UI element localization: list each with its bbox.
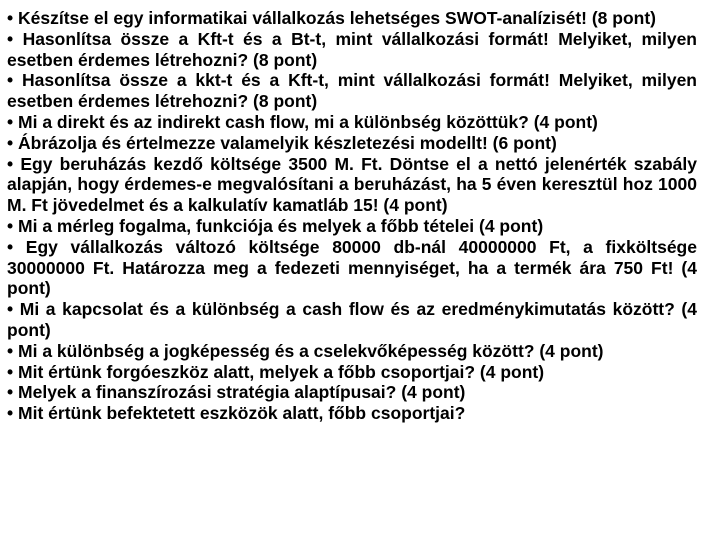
question-text: Mit értünk forgóeszköz alatt, melyek a főbb csoportjai? (4 pont): [18, 361, 545, 382]
bullet: •: [7, 215, 14, 236]
question-text: Mi a különbség a jogképesség és a cselekvőképesség között? (4 pont): [18, 340, 604, 361]
question-text: Mi a kapcsolat és a különbség a cash flow és az eredménykimutatás között? (4 pont): [7, 299, 697, 340]
bullet: •: [7, 70, 14, 91]
question-text: Ábrázolja és értelmezze valamelyik készletezési modellt! (6 pont): [18, 132, 557, 153]
question-item: [7, 216, 697, 237]
question-item: [7, 299, 697, 341]
question-text: Mit értünk befektetett eszközök alatt, főbb csoportjai?: [18, 403, 466, 424]
bullet: •: [7, 361, 14, 382]
bullet: •: [7, 28, 14, 49]
question-text: Készítse el egy informatikai vállalkozás lehetséges SWOT-analízisét! (8 pont): [18, 8, 656, 28]
question-text: Mi a mérleg fogalma, funkciója és melyek a főbb tételei (4 pont): [18, 215, 544, 236]
question-item: [7, 403, 697, 424]
question-text: Mi a direkt és az indirekt cash flow, mi a különbség közöttük? (4 pont): [18, 111, 598, 132]
bullet: •: [7, 382, 14, 403]
question-item: [7, 8, 697, 29]
bullet: •: [7, 236, 14, 257]
question-item: [7, 341, 697, 362]
question-item: [7, 382, 697, 403]
question-list: [7, 8, 697, 424]
question-item: [7, 112, 697, 133]
bullet: •: [7, 340, 14, 361]
question-text: Egy beruházás kezdő költsége 3500 M. Ft. Döntse el a nettó jelenérték szabály alapján, hogy érdemes-e megvalósítani a beruházást, ha 5 éven keresztül hoz 1000 M. Ft jövedelmet és a kalkulatív kamatláb 15! (4 pont): [7, 153, 697, 216]
question-text: Egy vállalkozás változó költsége 80000 db-nál 40000000 Ft, a fixköltsége 30000000 Ft. Határozza meg a fedezeti mennyiséget, ha a termék ára 750 Ft! (4 pont): [7, 236, 697, 299]
bullet: •: [7, 111, 14, 132]
question-item: [7, 154, 697, 216]
bullet: •: [7, 403, 14, 424]
question-item: [7, 29, 697, 71]
question-text: Melyek a finanszírozási stratégia alaptípusai? (4 pont): [18, 382, 466, 403]
bullet: •: [7, 299, 14, 320]
question-item: [7, 70, 697, 112]
question-text: Hasonlítsa össze a kkt-t és a Kft-t, mint vállalkozási formát! Melyiket, milyen esetben érdemes létrehozni? (8 pont): [7, 70, 697, 112]
question-text: Hasonlítsa össze a Kft-t és a Bt-t, mint vállalkozási formát! Melyiket, milyen esetben érdemes létrehozni? (8 pont): [7, 28, 697, 70]
bullet: •: [7, 153, 14, 174]
question-item: [7, 133, 697, 154]
question-item: [7, 362, 697, 383]
question-item: [7, 237, 697, 299]
bullet: •: [7, 132, 14, 153]
bullet: •: [7, 8, 14, 28]
